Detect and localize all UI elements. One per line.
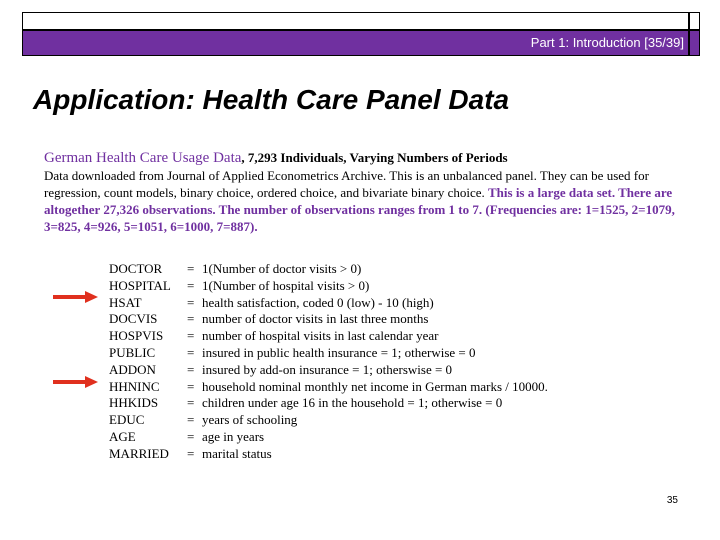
variable-row [109,395,548,412]
variable-description: marital status [202,445,272,461]
variable-description: household nominal monthly net income in German marks / 10000. [202,378,548,394]
variable-row [109,278,548,295]
variable-name: AGE [109,428,136,444]
variable-row [109,328,548,345]
description-highlight: This is a large data set. There are altogether 27,326 observations. The number of observations ranges from 1 to 7. (Frequencies are: 1=1525, 2=1079, 3=825, 4=926, 5=1051, 6=1000, 7=887). [44,185,675,234]
section-label: Part 1: Introduction [35/39] [530,35,684,50]
variable-name: HOSPITAL [109,277,171,293]
variable-equals: = [187,395,195,411]
description-plain: Data downloaded from Journal of Applied Econometrics Archive. This is an unbalanced panel. They can be used for regression, count models, binary choice, ordered choice, and bivariate binary choice. [44,168,649,200]
variable-equals: = [187,378,195,394]
variable-name: HHNINC [109,378,160,394]
variable-row [109,429,548,446]
variable-description: health satisfaction, coded 0 (low) - 10 (high) [202,294,434,310]
variable-row [109,412,548,429]
header-bar [22,30,689,56]
variable-equals: = [187,445,195,461]
variable-description: insured in public health insurance = 1; otherwise = 0 [202,344,476,360]
page-number: 35 [666,495,678,506]
variable-name: EDUC [109,412,145,428]
subtitle-main: German Health Care Usage Data [44,150,242,166]
arrow-icon [53,291,98,303]
corner-box-bottom [689,30,700,56]
variable-row [109,311,548,328]
variable-name: DOCTOR [109,261,163,276]
variable-equals: = [187,311,195,327]
arrow-icon [53,376,98,388]
variable-name: MARRIED [109,445,169,461]
variable-row [109,446,548,463]
variable-name: ADDON [109,361,156,377]
variable-equals: = [187,277,195,293]
variable-equals: = [187,344,195,360]
corner-box-top [689,12,700,30]
variable-equals: = [187,428,195,444]
variable-row [109,362,548,379]
variable-description: children under age 16 in the household = 1; otherwise = 0 [202,395,503,411]
subtitle-tail: , 7,293 Individuals, Varying Numbers of Periods [241,150,508,165]
variable-description: number of hospital visits in last calendar year [202,328,439,344]
variable-name: HOSPVIS [109,328,164,344]
variable-equals: = [187,328,195,344]
variable-equals: = [187,412,195,428]
variable-row [109,345,548,362]
subtitle [44,150,508,167]
variable-row [109,295,548,312]
variable-row [109,379,548,396]
variable-name: DOCVIS [109,311,158,327]
variable-list [109,261,548,463]
variable-name: HSAT [109,294,142,310]
variable-equals: = [187,361,195,377]
variable-description: 1(Number of hospital visits > 0) [202,277,370,293]
variable-row [109,261,548,278]
description [44,167,694,235]
variable-name: HHKIDS [109,395,159,411]
header-bar-top [22,12,689,30]
variable-equals: = [187,261,195,276]
variable-description: 1(Number of doctor visits > 0) [202,261,362,276]
variable-description: number of doctor visits in last three months [202,311,429,327]
variable-name: PUBLIC [109,344,156,360]
variable-description: insured by add-on insurance = 1; otherswise = 0 [202,361,453,377]
slide-title: Application: Health Care Panel Data [33,84,510,115]
variable-description: age in years [202,428,265,444]
variable-description: years of schooling [202,412,298,428]
variable-equals: = [187,294,195,310]
